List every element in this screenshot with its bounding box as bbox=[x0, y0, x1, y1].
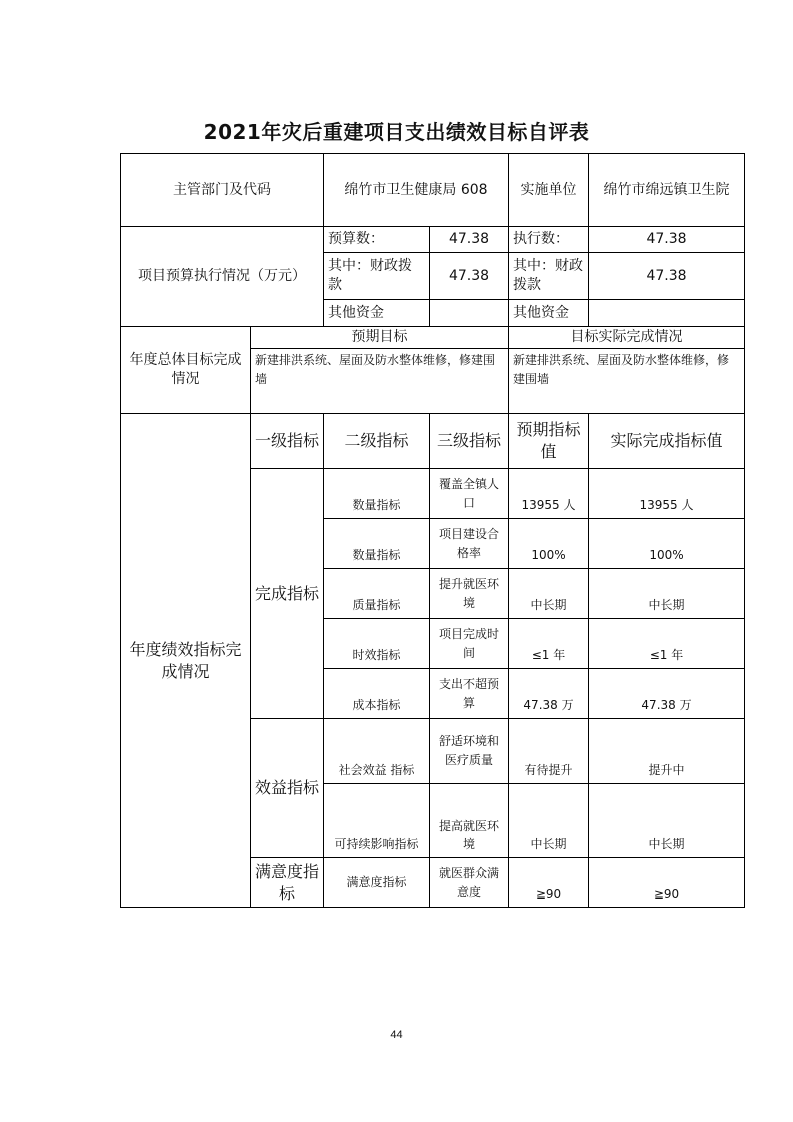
row-expected: 100% bbox=[509, 519, 589, 569]
row-level2: 满意度指标 bbox=[324, 858, 430, 908]
col-level2-header: 二级指标 bbox=[324, 414, 430, 469]
unit-value: 绵竹市绵远镇卫生院 bbox=[589, 154, 745, 227]
row-actual: 中长期 bbox=[589, 569, 745, 619]
dept-label: 主管部门及代码 bbox=[121, 154, 324, 227]
fiscal-budget-value: 47.38 bbox=[430, 253, 509, 300]
page-number: 44 bbox=[390, 1029, 403, 1041]
row-actual: ≧90 bbox=[589, 858, 745, 908]
exec-amount-value: 47.38 bbox=[589, 227, 745, 253]
row-actual: ≤1 年 bbox=[589, 619, 745, 669]
group-benefit: 效益指标 bbox=[251, 719, 324, 858]
row-level2: 数量指标 bbox=[324, 519, 430, 569]
row-actual: 100% bbox=[589, 519, 745, 569]
row-actual: 13955 人 bbox=[589, 469, 745, 519]
annual-goal-label: 年度总体目标完成情况 bbox=[121, 327, 251, 414]
row-level3: 项目完成时间 bbox=[430, 619, 509, 669]
row-expected: 中长期 bbox=[509, 784, 589, 858]
row-level3: 舒适环境和医疗质量 bbox=[430, 719, 509, 784]
row-expected: 有待提升 bbox=[509, 719, 589, 784]
row-level3: 就医群众满意度 bbox=[430, 858, 509, 908]
row-expected: 47.38 万 bbox=[509, 669, 589, 719]
exec-amount-label: 执行数： bbox=[509, 227, 589, 253]
row-level2: 成本指标 bbox=[324, 669, 430, 719]
budget-amount-label: 预算数： bbox=[324, 227, 430, 253]
col-level1-header: 一级指标 bbox=[251, 414, 324, 469]
row-level2: 可持续影响指标 bbox=[324, 784, 430, 858]
budget-label: 项目预算执行情况（万元） bbox=[121, 227, 324, 327]
row-level2: 时效指标 bbox=[324, 619, 430, 669]
row-expected: 中长期 bbox=[509, 569, 589, 619]
row-level3: 覆盖全镇人口 bbox=[430, 469, 509, 519]
row-expected: ≤1 年 bbox=[509, 619, 589, 669]
expected-goal-text: 新建排洪系统、屋面及防水整体维修，修建围墙 bbox=[251, 349, 509, 414]
fiscal-budget-label: 其中：财政拨款 bbox=[324, 253, 430, 300]
row-level3: 提升就医环境 bbox=[430, 569, 509, 619]
row-expected: ≧90 bbox=[509, 858, 589, 908]
row-level2: 社会效益 指标 bbox=[324, 719, 430, 784]
row-level3: 支出不超预算 bbox=[430, 669, 509, 719]
group-completion: 完成指标 bbox=[251, 469, 324, 719]
col-actual-header: 实际完成指标值 bbox=[589, 414, 745, 469]
fiscal-exec-value: 47.38 bbox=[589, 253, 745, 300]
row-level2: 数量指标 bbox=[324, 469, 430, 519]
fiscal-exec-label: 其中：财政拨款 bbox=[509, 253, 589, 300]
page-title: 2021年灾后重建项目支出绩效目标自评表 bbox=[203, 120, 590, 144]
row-expected: 13955 人 bbox=[509, 469, 589, 519]
other-funds-label: 其他资金 bbox=[324, 300, 430, 327]
budget-amount-value: 47.38 bbox=[430, 227, 509, 253]
other-funds-exec-label: 其他资金 bbox=[509, 300, 589, 327]
group-satisfaction: 满意度指标 bbox=[251, 858, 324, 908]
col-expected-header: 预期指标值 bbox=[509, 414, 589, 469]
performance-table bbox=[120, 153, 745, 908]
expected-goal-header: 预期目标 bbox=[251, 327, 509, 349]
row-actual: 中长期 bbox=[589, 784, 745, 858]
col-level3-header: 三级指标 bbox=[430, 414, 509, 469]
perf-label: 年度绩效指标完成情况 bbox=[121, 414, 251, 908]
actual-goal-header: 目标实际完成情况 bbox=[509, 327, 745, 349]
row-actual: 47.38 万 bbox=[589, 669, 745, 719]
other-funds-value bbox=[430, 300, 509, 327]
actual-goal-text: 新建排洪系统、屋面及防水整体维修，修建围墙 bbox=[509, 349, 745, 414]
other-funds-exec-value bbox=[589, 300, 745, 327]
row-level2: 质量指标 bbox=[324, 569, 430, 619]
row-level3: 提高就医环境 bbox=[430, 784, 509, 858]
unit-label: 实施单位 bbox=[509, 154, 589, 227]
row-level3: 项目建设合格率 bbox=[430, 519, 509, 569]
dept-value: 绵竹市卫生健康局 608 bbox=[324, 154, 509, 227]
row-actual: 提升中 bbox=[589, 719, 745, 784]
